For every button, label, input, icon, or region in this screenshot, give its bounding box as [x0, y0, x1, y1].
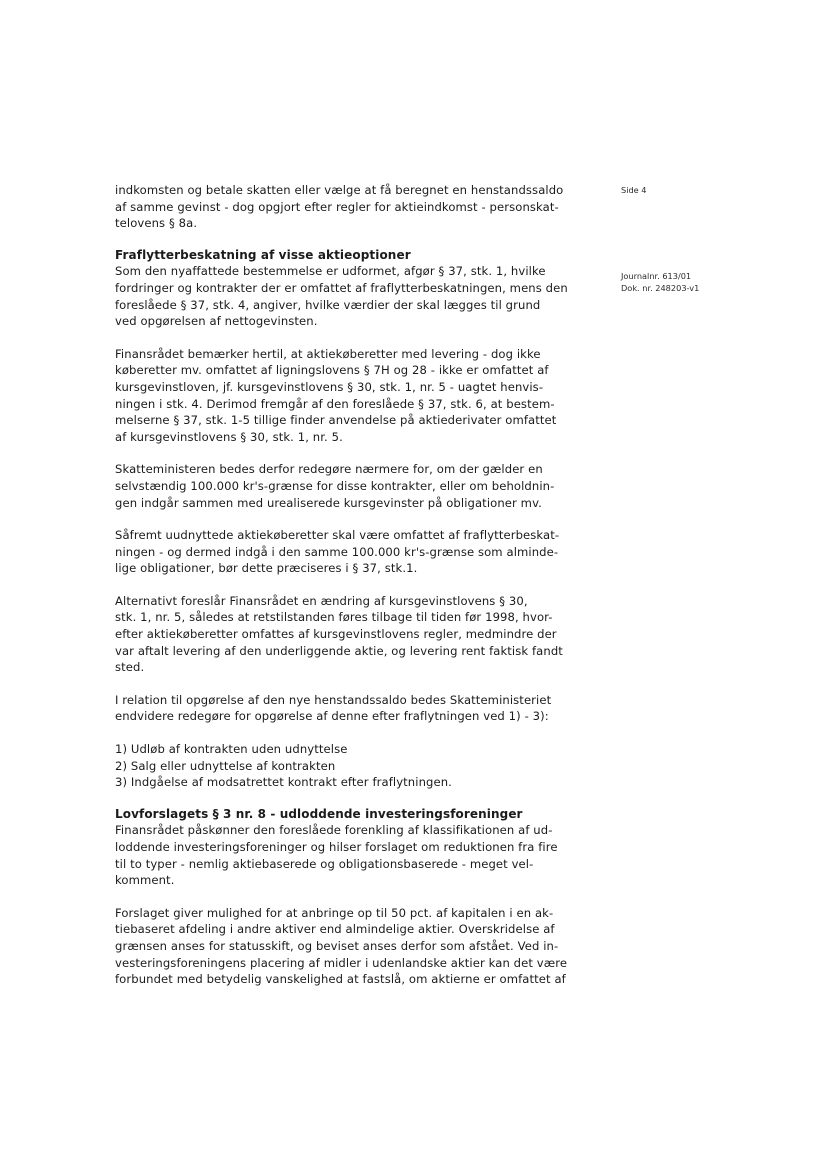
- text-line: grænsen anses for statusskift, og beviset anses derfor som afstået. Ved in-: [115, 938, 559, 953]
- section-heading-fraflytterbeskatning: Fraflytterbeskatning af visse aktieoptioner: [115, 247, 411, 262]
- text-line: kursgevinstloven, jf. kursgevinstlovens § 30, stk. 1, nr. 5 - uagtet henvis-: [115, 379, 544, 394]
- intro-paragraph: [115, 182, 593, 232]
- document-reference: [621, 270, 699, 294]
- paragraph: [115, 346, 593, 446]
- text-line: Såfremt uudnyttede aktiekøberetter skal være omfattet af fraflytterbeskat-: [115, 528, 560, 543]
- journal-number: Journalnr. 613/01: [621, 271, 692, 281]
- text-line: melserne § 37, stk. 1-5 tillige finder anvendelse på aktiederivater omfattet: [115, 413, 557, 428]
- text-line: tiebaseret afdeling i andre aktiver end almindelige aktier. Overskridelse af: [115, 922, 555, 937]
- text-line: stk. 1, nr. 5, således at retstilstanden føres tilbage til tiden før 1998, hvor-: [115, 610, 553, 625]
- text-line: forbundet med betydelig vanskelighed at fastslå, om aktierne er omfattet af: [115, 972, 566, 987]
- text-line: sted.: [115, 660, 145, 675]
- paragraph: [115, 263, 593, 329]
- text-line: ved opgørelsen af nettogevinsten.: [115, 314, 318, 329]
- text-line: gen indgår sammen med urealiserede kursgevinster på obligationer mv.: [115, 495, 542, 510]
- paragraph: [115, 461, 593, 511]
- text-line: til to typer - nemlig aktiebaserede og obligationsbaserede - meget vel-: [115, 856, 534, 871]
- text-line: køberetter mv. omfattet af ligningslovens § 7H og 28 - ikke er omfattet af: [115, 363, 549, 378]
- paragraph: [115, 692, 593, 725]
- paragraph: [115, 527, 593, 577]
- text-line: efter aktiekøberetter omfattes af kursgevinstlovens regler, medmindre der: [115, 627, 557, 642]
- numbered-list: [115, 741, 593, 791]
- text-line: loddende investeringsforeninger og hilser forslaget om reduktionen fra fire: [115, 840, 558, 854]
- text-line: fordringer og kontrakter der er omfattet af fraflytterbeskatningen, mens den: [115, 280, 568, 295]
- list-item: 3) Indgåelse af modsatrettet kontrakt efter fraflytningen.: [115, 775, 452, 790]
- text-line: Som den nyaffattede bestemmelse er udformet, afgør § 37, stk. 1, hvilke: [115, 264, 546, 279]
- text-line: endvidere redegøre for opgørelse af denne efter fraflytningen ved 1) - 3):: [115, 709, 549, 724]
- text-line: ningen - og dermed indgå i den samme 100.000 kr's-grænse som alminde-: [115, 544, 559, 559]
- list-item: 2) Salg eller udnyttelse af kontrakten: [115, 758, 336, 773]
- text-line: foreslåede § 37, stk. 4, angiver, hvilke værdier der skal lægges til grund: [115, 297, 541, 312]
- text-line: I relation til opgørelse af den nye henstandssaldo bedes Skatteministeriet: [115, 692, 552, 707]
- text-line: selvstændig 100.000 kr's-grænse for disse kontrakter, eller om beholdnin-: [115, 478, 555, 493]
- text-line: Forslaget giver mulighed for at anbringe op til 50 pct. af kapitalen i en ak-: [115, 905, 554, 920]
- document-number: Dok. nr. 248203-v1: [621, 283, 700, 293]
- text-line: Finansrådet påskønner den foreslåede forenkling af klassifikationen af ud-: [115, 823, 553, 838]
- paragraph: [115, 822, 593, 888]
- text-line: indkomsten og betale skatten eller vælge at få beregnet en henstandssaldo: [115, 183, 564, 197]
- paragraph: [115, 905, 593, 988]
- text-line: telovens § 8a.: [115, 216, 198, 231]
- text-line: Skatteministeren bedes derfor redegøre nærmere for, om der gælder en: [115, 462, 543, 477]
- text-line: vesteringsforeningens placering af midler i udenlandske aktier kan det være: [115, 955, 568, 970]
- text-line: ningen i stk. 4. Derimod fremgår af den foreslåede § 37, stk. 6, at bestem-: [115, 396, 555, 411]
- page-number-label: Side 4: [621, 185, 647, 195]
- text-line: Alternativt foreslår Finansrådet en ændring af kursgevinstlovens § 30,: [115, 593, 528, 608]
- text-line: lige obligationer, bør dette præciseres i § 37, stk.1.: [115, 561, 418, 576]
- text-line: komment.: [115, 873, 175, 888]
- section-heading-investeringsforeninger: Lovforslagets § 3 nr. 8 - udloddende investeringsforeninger: [115, 806, 523, 821]
- text-line: Finansrådet bemærker hertil, at aktiekøberetter med levering - dog ikke: [115, 346, 541, 361]
- text-line: af samme gevinst - dog opgjort efter regler for aktieindkomst - personskat-: [115, 199, 559, 214]
- text-line: af kursgevinstlovens § 30, stk. 1, nr. 5.: [115, 429, 343, 444]
- body-text: [115, 182, 593, 988]
- text-line: var aftalt levering af den underliggende aktie, og levering rent faktisk fandt: [115, 643, 563, 658]
- page-number: [621, 184, 647, 196]
- list-item: 1) Udløb af kontrakten uden udnyttelse: [115, 742, 348, 757]
- paragraph: [115, 593, 593, 676]
